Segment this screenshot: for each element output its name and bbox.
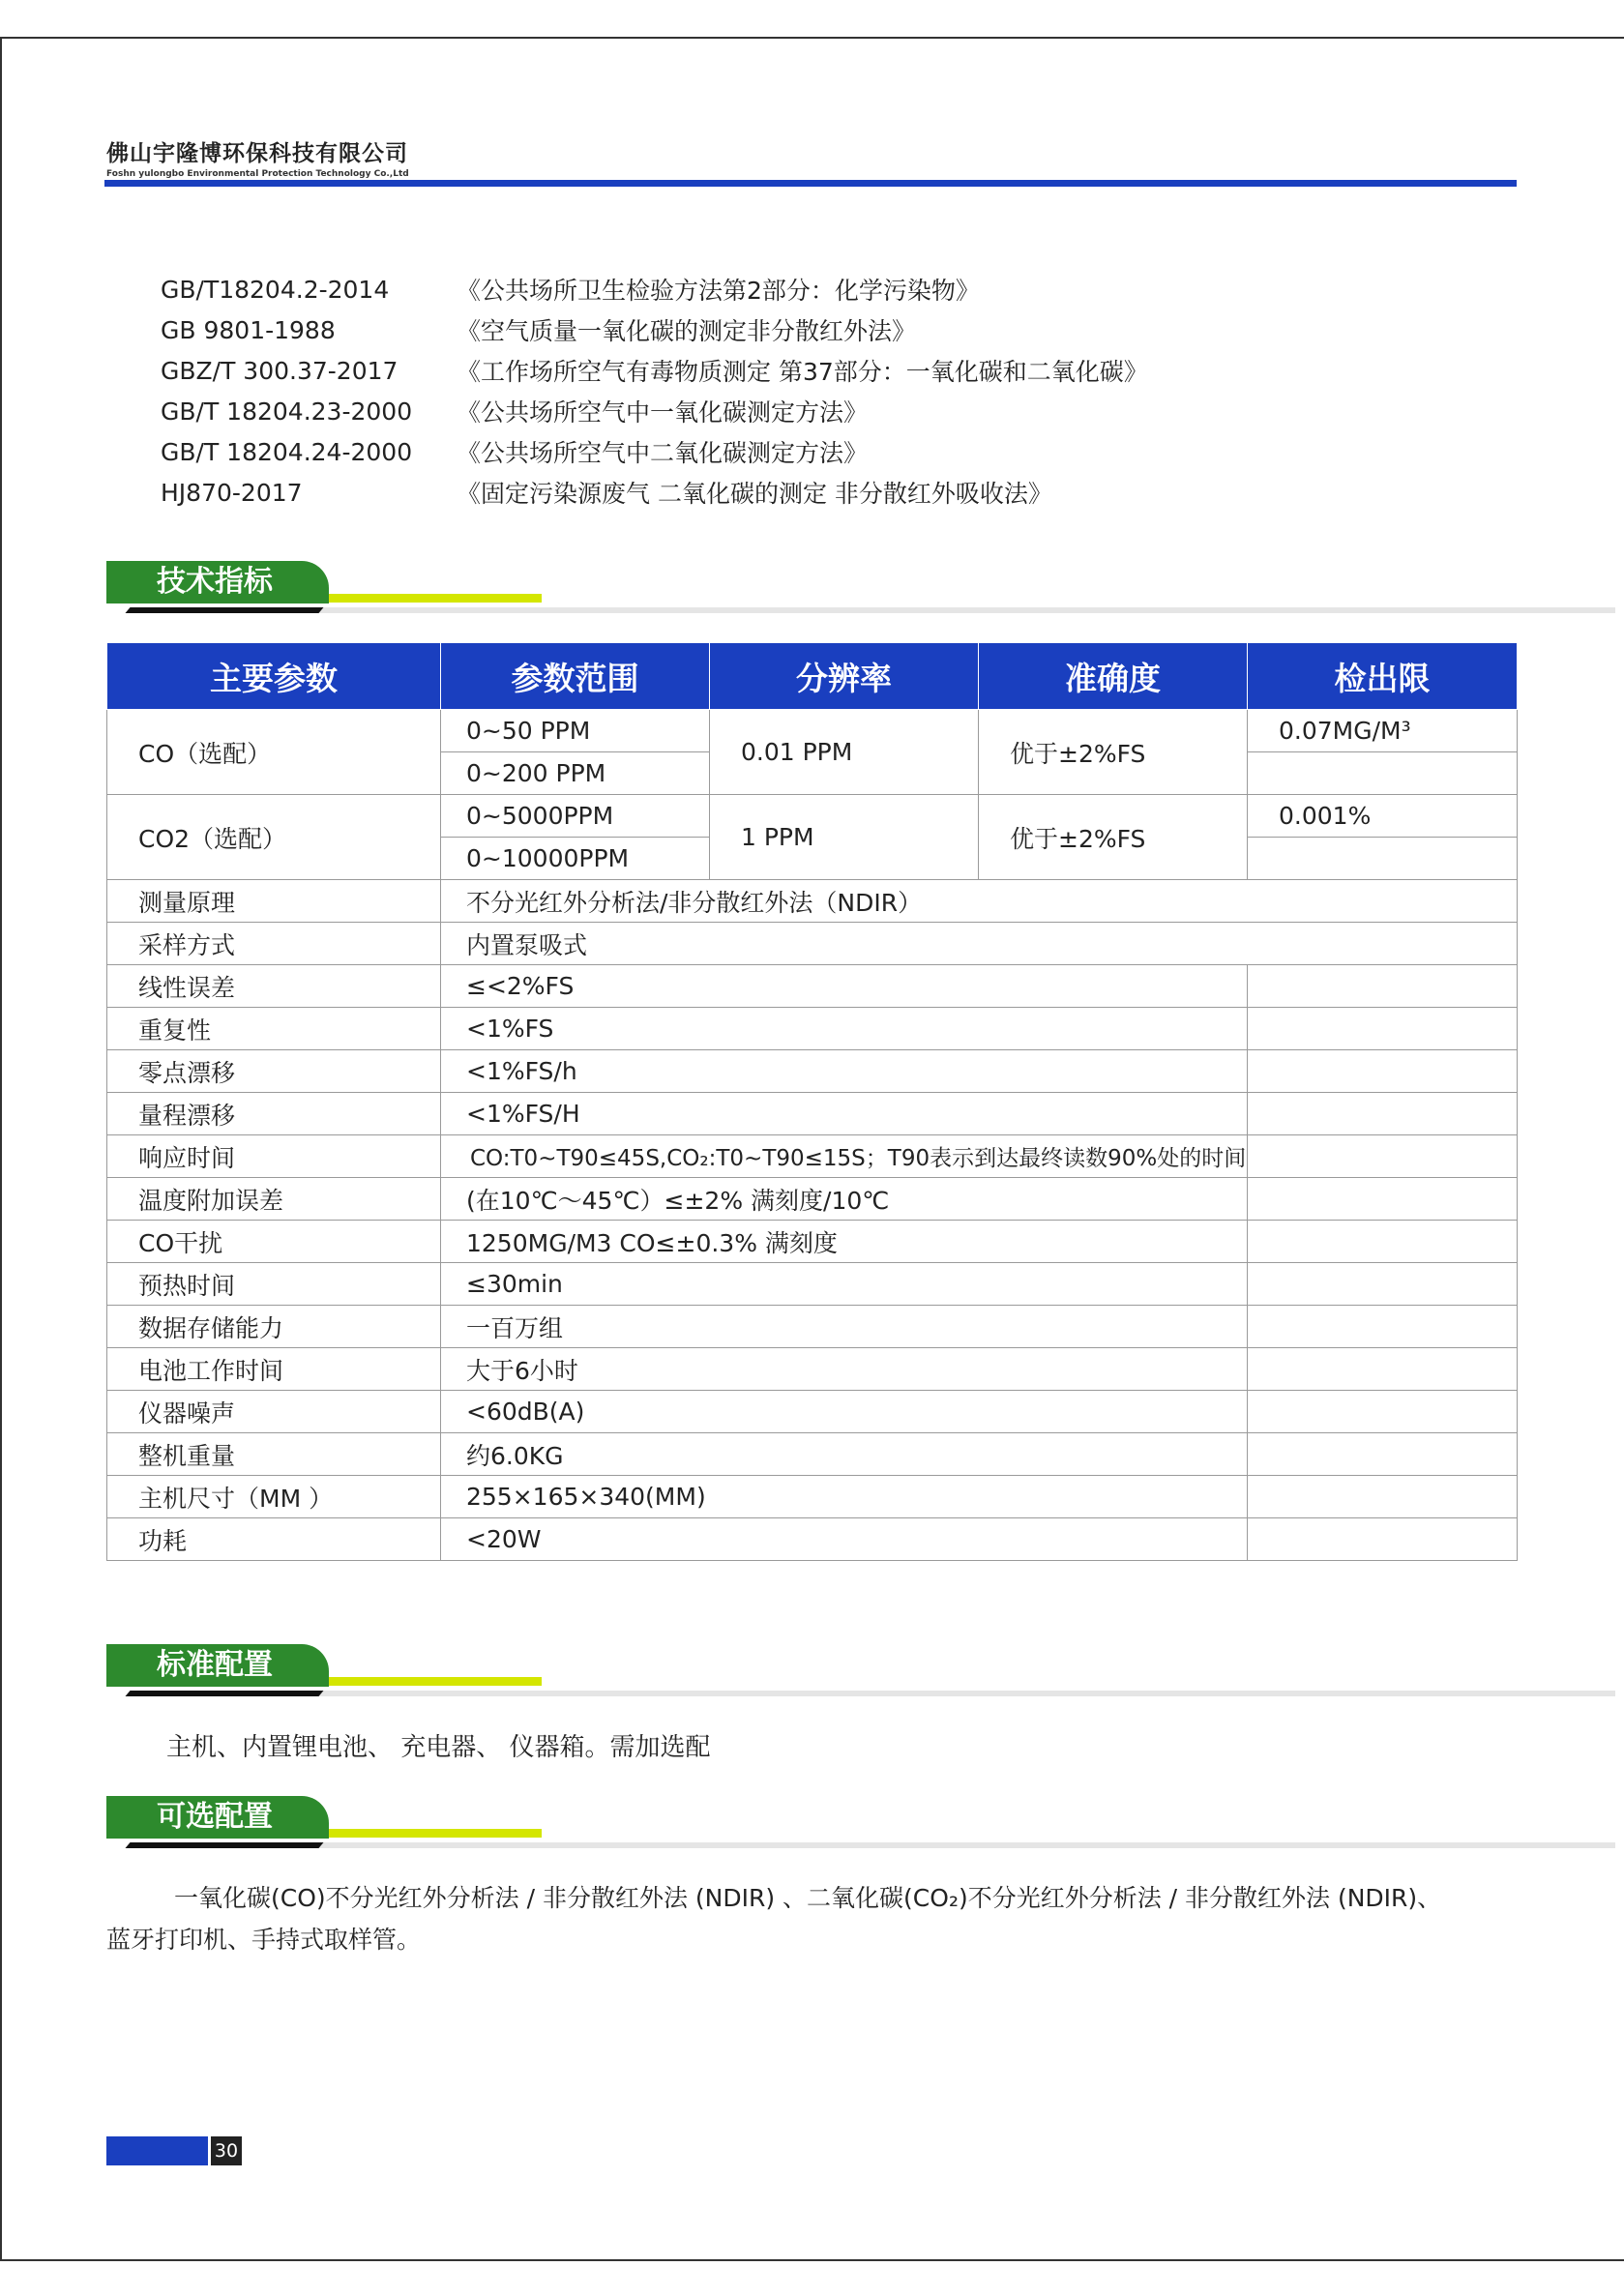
page-number: 30 xyxy=(211,2136,242,2165)
param-range: 0~200 PPM xyxy=(441,752,710,795)
section-underline xyxy=(290,1842,1615,1848)
param-label: 仪器噪声 xyxy=(107,1391,441,1433)
param-label: 整机重量 xyxy=(107,1433,441,1476)
table-row xyxy=(107,1050,1518,1093)
standard-item xyxy=(161,472,1148,513)
standard-code: GBZ/T 300.37-2017 xyxy=(161,356,399,385)
table-row xyxy=(107,1221,1518,1263)
param-label: CO（选配） xyxy=(107,710,441,795)
param-value: 不分光红外分析法/非分散红外法（NDIR） xyxy=(441,880,1518,923)
optional-config-text-line2: 蓝牙打印机、手持式取样管。 xyxy=(106,1926,422,1954)
param-label: 电池工作时间 xyxy=(107,1348,441,1391)
table-row xyxy=(107,965,1518,1008)
section-accent-dark xyxy=(125,1691,323,1696)
empty-cell xyxy=(1248,1476,1518,1518)
section-accent-lime xyxy=(329,1677,542,1686)
table-row xyxy=(107,1348,1518,1391)
param-label: 重复性 xyxy=(107,1008,441,1050)
column-header: 准确度 xyxy=(979,643,1248,710)
param-label: 量程漂移 xyxy=(107,1093,441,1135)
empty-cell xyxy=(1248,1050,1518,1093)
param-label: CO2（选配） xyxy=(107,795,441,880)
empty-cell xyxy=(1248,838,1518,880)
table-row xyxy=(107,923,1518,965)
param-detection: 0.001% xyxy=(1248,795,1518,838)
column-header: 检出限 xyxy=(1248,643,1518,710)
section-title: 标准配置 xyxy=(106,1644,329,1687)
table-row xyxy=(107,1433,1518,1476)
standard-item xyxy=(161,269,1148,309)
section-accent-lime xyxy=(329,1829,542,1838)
empty-cell xyxy=(1248,1093,1518,1135)
empty-cell xyxy=(1248,1178,1518,1221)
param-value: ≤<2%FS xyxy=(441,965,1248,1008)
param-label: 线性误差 xyxy=(107,965,441,1008)
standard-title: 《公共场所空气中一氧化碳测定方法》 xyxy=(457,398,869,427)
param-label: 零点漂移 xyxy=(107,1050,441,1093)
empty-cell xyxy=(1248,1306,1518,1348)
param-value: CO:T0~T90≤45S,CO₂:T0~T90≤15S；T90表示到达最终读数90%处的时间 xyxy=(441,1135,1248,1178)
section-underline xyxy=(290,1691,1615,1696)
param-value: 255×165×340(MM) xyxy=(441,1476,1248,1518)
section-accent-lime xyxy=(329,594,542,603)
param-value: <1%FS/H xyxy=(441,1093,1248,1135)
param-label: 功耗 xyxy=(107,1518,441,1561)
param-value: 一百万组 xyxy=(441,1306,1248,1348)
param-label: 预热时间 xyxy=(107,1263,441,1306)
table-row xyxy=(107,1476,1518,1518)
empty-cell xyxy=(1248,965,1518,1008)
standard-item xyxy=(161,391,1148,431)
section-title: 技术指标 xyxy=(106,561,329,603)
param-value: <1%FS xyxy=(441,1008,1248,1050)
standard-item xyxy=(161,431,1148,472)
param-range: 0~10000PPM xyxy=(441,838,710,880)
standard-code: GB 9801-1988 xyxy=(161,315,336,344)
param-label: 采样方式 xyxy=(107,923,441,965)
standard-code: GB/T 18204.24-2000 xyxy=(161,437,413,466)
table-row xyxy=(107,1518,1518,1561)
page-frame-top xyxy=(0,37,1624,39)
table-row xyxy=(107,1135,1518,1178)
company-header xyxy=(106,135,409,179)
optional-config-text-line1: 一氧化碳(CO)不分光红外分析法 / 非分散红外法 (NDIR) 、二氧化碳(CO₂)不分光红外分析法 / 非分散红外法 (NDIR)、 xyxy=(174,1884,1442,1912)
param-label: 响应时间 xyxy=(107,1135,441,1178)
param-value: <60dB(A) xyxy=(441,1391,1248,1433)
empty-cell xyxy=(1248,1263,1518,1306)
table-row xyxy=(107,1391,1518,1433)
page-frame-bottom xyxy=(0,2259,1624,2261)
section-header-standard-config xyxy=(106,1644,1509,1698)
column-header: 主要参数 xyxy=(107,643,441,710)
empty-cell xyxy=(1248,1135,1518,1178)
param-range: 0~50 PPM xyxy=(441,710,710,752)
section-accent-dark xyxy=(125,1842,323,1848)
table-row xyxy=(107,1263,1518,1306)
standard-code: GB/T18204.2-2014 xyxy=(161,275,390,304)
column-header: 参数范围 xyxy=(441,643,710,710)
param-label: 测量原理 xyxy=(107,880,441,923)
standards-list xyxy=(161,269,1148,513)
table-row xyxy=(107,1008,1518,1050)
section-header-optional-config xyxy=(106,1796,1509,1850)
param-value: <1%FS/h xyxy=(441,1050,1248,1093)
empty-cell xyxy=(1248,1433,1518,1476)
param-label: CO干扰 xyxy=(107,1221,441,1263)
empty-cell xyxy=(1248,1518,1518,1561)
header-divider xyxy=(104,180,1517,187)
param-value: ≤30min xyxy=(441,1263,1248,1306)
company-name-cn: 佛山宇隆博环保科技有限公司 xyxy=(106,140,408,166)
table-row xyxy=(107,1178,1518,1221)
standard-code: GB/T 18204.23-2000 xyxy=(161,397,413,426)
standard-title: 《公共场所卫生检验方法第2部分：化学污染物》 xyxy=(457,277,980,305)
empty-cell xyxy=(1248,1008,1518,1050)
param-label: 温度附加误差 xyxy=(107,1178,441,1221)
param-accuracy: 优于±2%FS xyxy=(979,795,1248,880)
section-title: 可选配置 xyxy=(106,1796,329,1839)
param-accuracy: 优于±2%FS xyxy=(979,710,1248,795)
param-resolution: 0.01 PPM xyxy=(710,710,979,795)
param-label: 主机尺寸（MM ） xyxy=(107,1476,441,1518)
param-value: 大于6小时 xyxy=(441,1348,1248,1391)
standard-config-text: 主机、内置锂电池、 充电器、 仪器箱。需加选配 xyxy=(166,1733,711,1762)
standard-item xyxy=(161,350,1148,391)
standard-item xyxy=(161,309,1148,350)
section-underline xyxy=(290,607,1615,613)
column-header: 分辨率 xyxy=(710,643,979,710)
standard-title: 《工作场所空气有毒物质测定 第37部分：一氧化碳和二氧化碳》 xyxy=(457,358,1148,386)
spec-table xyxy=(106,642,1518,1561)
param-value: 内置泵吸式 xyxy=(441,923,1518,965)
param-detection: 0.07MG/M³ xyxy=(1248,710,1518,752)
param-range: 0~5000PPM xyxy=(441,795,710,838)
param-value: (在10℃～45℃）≤±2% 满刻度/10℃ xyxy=(441,1178,1248,1221)
table-row xyxy=(107,795,1518,838)
section-accent-dark xyxy=(125,607,323,613)
table-row xyxy=(107,1306,1518,1348)
company-name-en: Foshn yulongbo Environmental Protection Technology Co.,Ltd xyxy=(106,169,409,179)
standard-title: 《公共场所空气中二氧化碳测定方法》 xyxy=(457,439,869,467)
standard-title: 《空气质量一氧化碳的测定非分散红外法》 xyxy=(457,317,917,345)
empty-cell xyxy=(1248,1348,1518,1391)
section-header-tech xyxy=(106,561,1509,615)
page-number-bar xyxy=(106,2136,208,2165)
table-header-row xyxy=(107,643,1518,710)
standard-code: HJ870-2017 xyxy=(161,478,303,507)
page-frame-left xyxy=(0,37,2,2261)
param-value: 1250MG/M3 CO≤±0.3% 满刻度 xyxy=(441,1221,1248,1263)
table-row xyxy=(107,1093,1518,1135)
standard-title: 《固定污染源废气 二氧化碳的测定 非分散红外吸收法》 xyxy=(457,480,1052,508)
param-resolution: 1 PPM xyxy=(710,795,979,880)
param-label: 数据存储能力 xyxy=(107,1306,441,1348)
empty-cell xyxy=(1248,1391,1518,1433)
table-row xyxy=(107,880,1518,923)
param-value: <20W xyxy=(441,1518,1248,1561)
param-value: 约6.0KG xyxy=(441,1433,1248,1476)
empty-cell xyxy=(1248,1221,1518,1263)
table-row xyxy=(107,710,1518,752)
empty-cell xyxy=(1248,752,1518,795)
